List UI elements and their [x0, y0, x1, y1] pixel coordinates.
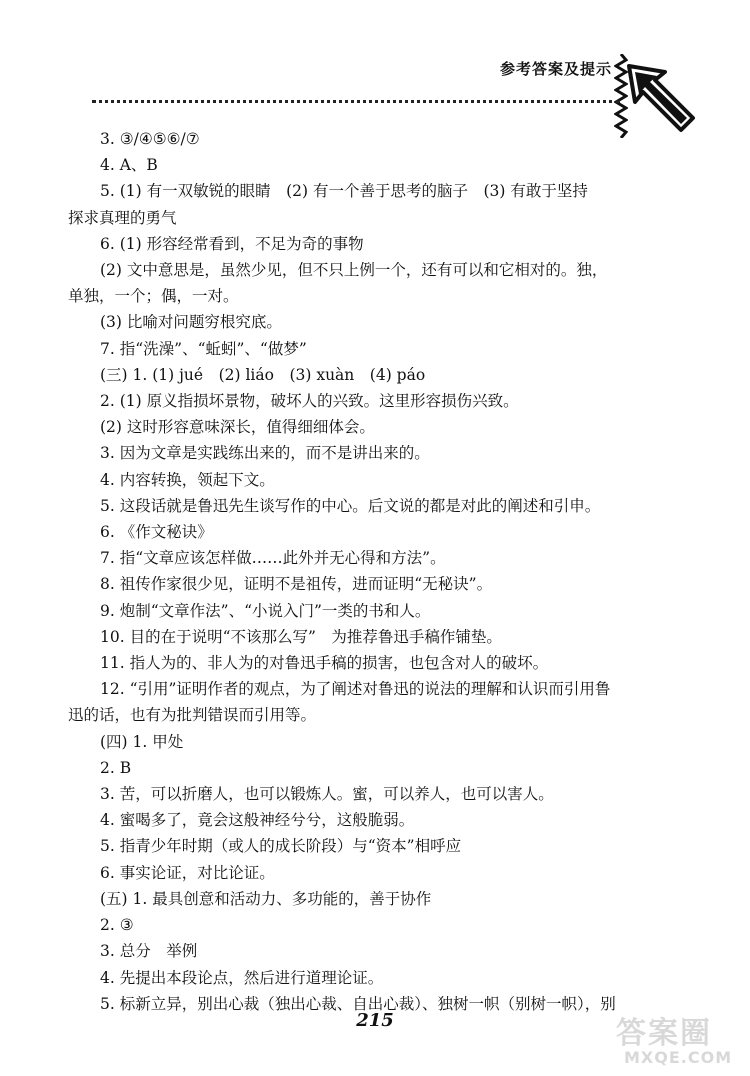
answer-line: 迅的话，也有为批判错误而引用等。 — [68, 706, 317, 725]
watermark-logo — [610, 1006, 746, 1072]
answer-list — [68, 126, 692, 1017]
answer-line: 3. 总分 举例 — [100, 942, 198, 961]
answer-line: 探求真理的勇气 — [68, 208, 177, 227]
answer-line: 9. 炮制“文章作法”、“小说入门”一类的书和人。 — [100, 601, 431, 620]
answer-line: 5. (1) 有一双敏锐的眼睛 (2) 有一个善于思考的脑子 (3) 有敢于坚持 — [100, 182, 588, 201]
answer-line: (2) 这时形容意味深长，值得细细体会。 — [100, 418, 375, 437]
answer-line: 6. 《作文秘诀》 — [100, 523, 213, 542]
answer-line: 4. 内容转换，领起下文。 — [100, 470, 275, 489]
answer-line: 4. 先提出本段论点，然后进行道理论证。 — [100, 968, 384, 987]
arrow-icon — [625, 62, 697, 134]
answer-line: 4. A、B — [100, 156, 158, 175]
answer-line: 6. (1) 形容经常看到，不足为奇的事物 — [100, 234, 364, 253]
page-number: 215 — [356, 1010, 394, 1031]
answer-line: 7. 指“文章应该怎样做……此外并无心得和方法”。 — [100, 549, 446, 568]
answer-line: 5. 这段话就是鲁迅先生谈写作的中心。后文说的都是对此的阐述和引申。 — [100, 496, 601, 515]
answer-line: 2. ③ — [100, 916, 134, 935]
answer-line: 5. 标新立异，别出心裁（独出心裁、自出心裁）、独树一帜（别树一帜），别 — [100, 994, 616, 1013]
watermark-text: 答案圈 — [616, 1016, 712, 1051]
watermark-url: MXQE.COM — [624, 1048, 733, 1067]
answer-line: 11. 指人为的、非人为的对鲁迅手稿的损害，也包含对人的破坏。 — [100, 654, 549, 673]
answer-line: 12. “引用”证明作者的观点，为了阐述对鲁迅的说法的理解和认识而引用鲁 — [100, 680, 611, 699]
header-divider — [92, 100, 620, 103]
answer-line: (五) 1. 最具创意和活动力、多功能的，善于协作 — [100, 889, 432, 908]
answer-line: 单独，一个；偶，一对。 — [68, 287, 239, 306]
answer-line: 3. 苦，可以折磨人，也可以锻炼人。蜜，可以养人，也可以害人。 — [100, 785, 554, 804]
answer-line: (三) 1. (1) jué (2) liáo (3) xuàn (4) páo — [100, 365, 426, 384]
answer-line: (3) 比喻对问题穷根究底。 — [100, 313, 282, 332]
answer-line: (四) 1. 甲处 — [100, 732, 184, 751]
header-title: 参考答案及提示 — [500, 60, 613, 78]
answer-line: 7. 指“洗澡”、“蚯蚓”、“做梦” — [100, 339, 307, 358]
answer-line: 2. B — [100, 758, 132, 777]
answer-line: 8. 祖传作家很少见，证明不是祖传，进而证明“无秘诀”。 — [100, 575, 493, 594]
answer-line: 5. 指青少年时期（或人的成长阶段）与“资本”相呼应 — [100, 837, 462, 856]
answer-line: 2. (1) 原义指损坏景物，破坏人的兴致。这里形容损伤兴致。 — [100, 392, 519, 411]
answer-line: 4. 蜜喝多了，竟会这般神经兮兮，这般脆弱。 — [100, 811, 415, 830]
answer-line: 6. 事实论证，对比论证。 — [100, 863, 275, 882]
answer-line: (2) 文中意思是，虽然少见，但不只上例一个，还有可以和它相对的。独， — [100, 261, 608, 280]
answer-line: 3. 因为文章是实践练出来的，而不是讲出来的。 — [100, 444, 430, 463]
answer-line: 3. ③/④⑤⑥/⑦ — [100, 130, 200, 148]
answer-line: 10. 目的在于说明“不该那么写” 为推荐鲁迅手稿作铺垫。 — [100, 627, 502, 646]
